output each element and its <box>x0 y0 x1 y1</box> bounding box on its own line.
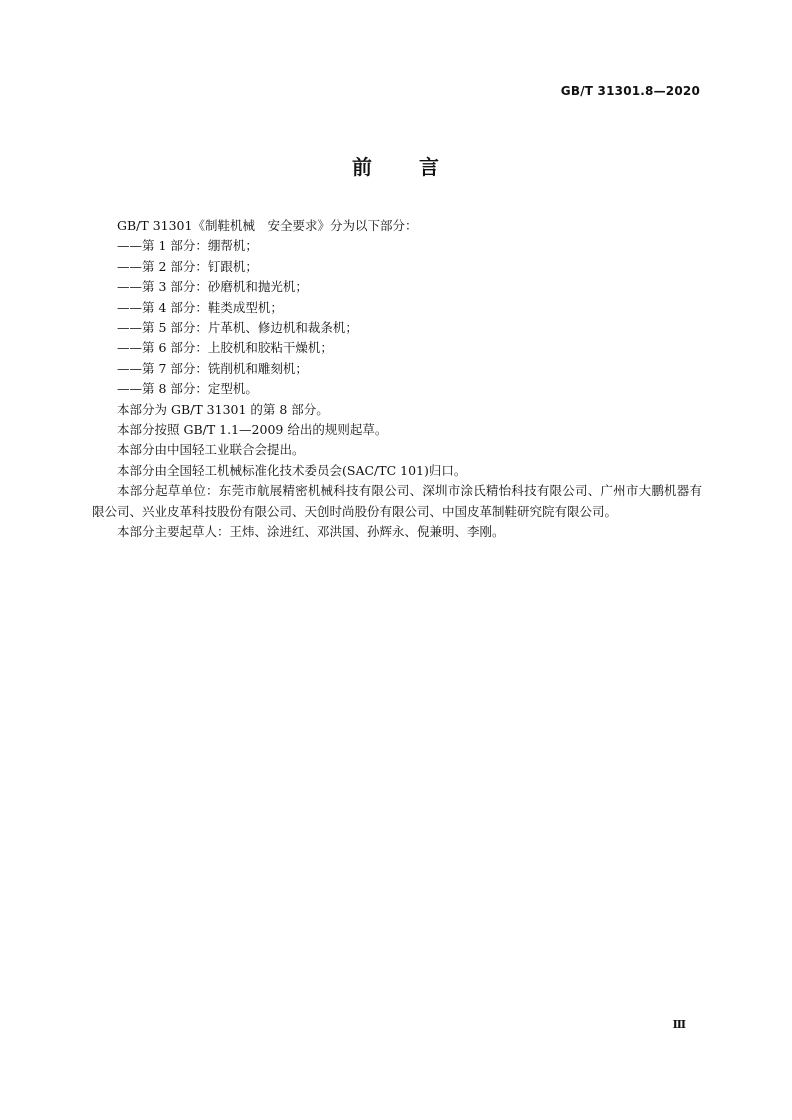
part-list-item: ——第 4 部分：鞋类成型机； <box>117 299 283 315</box>
drafters-paragraph: 本部分主要起草人：王炜、涂进红、邓洪国、孙辉永、倪兼明、李刚。 <box>117 524 505 540</box>
part-list-item: ——第 1 部分：绷帮机； <box>117 238 258 254</box>
foreword-body <box>92 216 702 543</box>
part-list-item: ——第 2 部分：钉跟机； <box>117 258 258 274</box>
part-list-item: ——第 3 部分：砂磨机和抛光机； <box>117 279 308 295</box>
page-number: Ⅲ <box>672 1018 686 1031</box>
standard-number: GB/T 31301.8—2020 <box>560 84 700 98</box>
part-statement: 本部分为 GB/T 31301 的第 8 部分。 <box>117 401 329 417</box>
drafting-rules-statement: 本部分按照 GB/T 1.1—2009 给出的规则起草。 <box>117 422 388 438</box>
committee-statement: 本部分由全国轻工机械标准化技术委员会(SAC/TC 101)归口。 <box>117 462 467 478</box>
part-list-item: ——第 7 部分：铣削机和雕刻机； <box>117 360 308 376</box>
drafting-units-paragraph: 本部分起草单位：东莞市航展精密机械科技有限公司、深圳市涂氏精怡科技有限公司、广州市大鹏机器有限公司、兴业皮革科技股份有限公司、天创时尚股份有限公司、中国皮革制鞋研究院有限公司。 <box>92 483 702 519</box>
page-title <box>0 151 792 180</box>
intro-paragraph: GB/T 31301《制鞋机械 安全要求》分为以下部分： <box>117 218 418 233</box>
proposer-statement: 本部分由中国轻工业联合会提出。 <box>117 442 305 458</box>
part-list-item: ——第 8 部分：定型机。 <box>117 381 258 397</box>
part-list-item: ——第 5 部分：片革机、修边机和裁条机； <box>117 320 358 336</box>
page-title-char-2: 言 <box>419 155 440 179</box>
page-title-char-1: 前 <box>352 155 373 179</box>
part-list-item: ——第 6 部分：上胶机和胶粘干燥机； <box>117 340 333 356</box>
